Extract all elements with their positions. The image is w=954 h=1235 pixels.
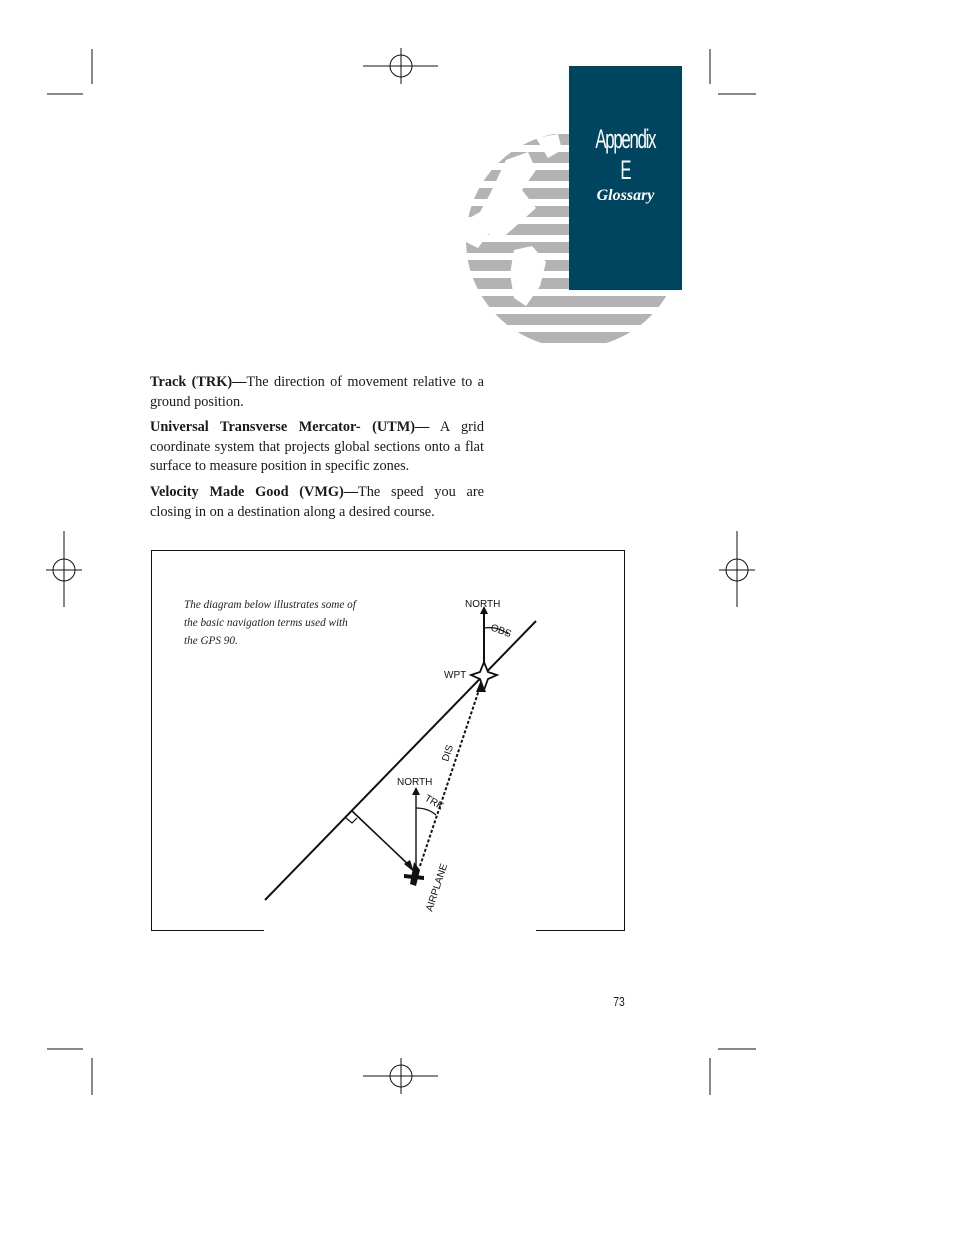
figure-caption: The diagram below illustrates some of the basic navigation terms used with the GPS 90.	[184, 599, 356, 647]
label-dis: DIS	[440, 743, 457, 763]
cross-track-line	[352, 811, 412, 868]
glossary-term: Velocity Made Good (VMG)—	[150, 483, 359, 500]
label-north-top: NORTH	[465, 599, 501, 610]
distance-line	[420, 684, 481, 866]
glossary-definition: The direction of movement relative to a ground position.	[150, 374, 485, 410]
glossary-definition: The speed you are closing in on a destination along a desired course.	[150, 483, 484, 520]
label-airplane: AIRPLANE	[424, 862, 451, 913]
label-trk: TRK	[422, 793, 446, 813]
glossary-definition: A grid coordinate system that projects global sections onto a flat surface to measure position in specific zones.	[150, 419, 484, 475]
glossary-term: Universal Transverse Mercator- (UTM)—	[150, 419, 430, 436]
chapter-subtitle: Glossary	[596, 187, 655, 204]
label-wpt: WPT	[444, 670, 467, 681]
label-obs: OBS	[488, 622, 513, 641]
page-number: 73	[613, 994, 625, 1009]
chapter-title: Appendix E	[595, 124, 656, 185]
glossary-term: Track (TRK)—	[150, 374, 247, 390]
label-north-lower: NORTH	[397, 777, 433, 788]
